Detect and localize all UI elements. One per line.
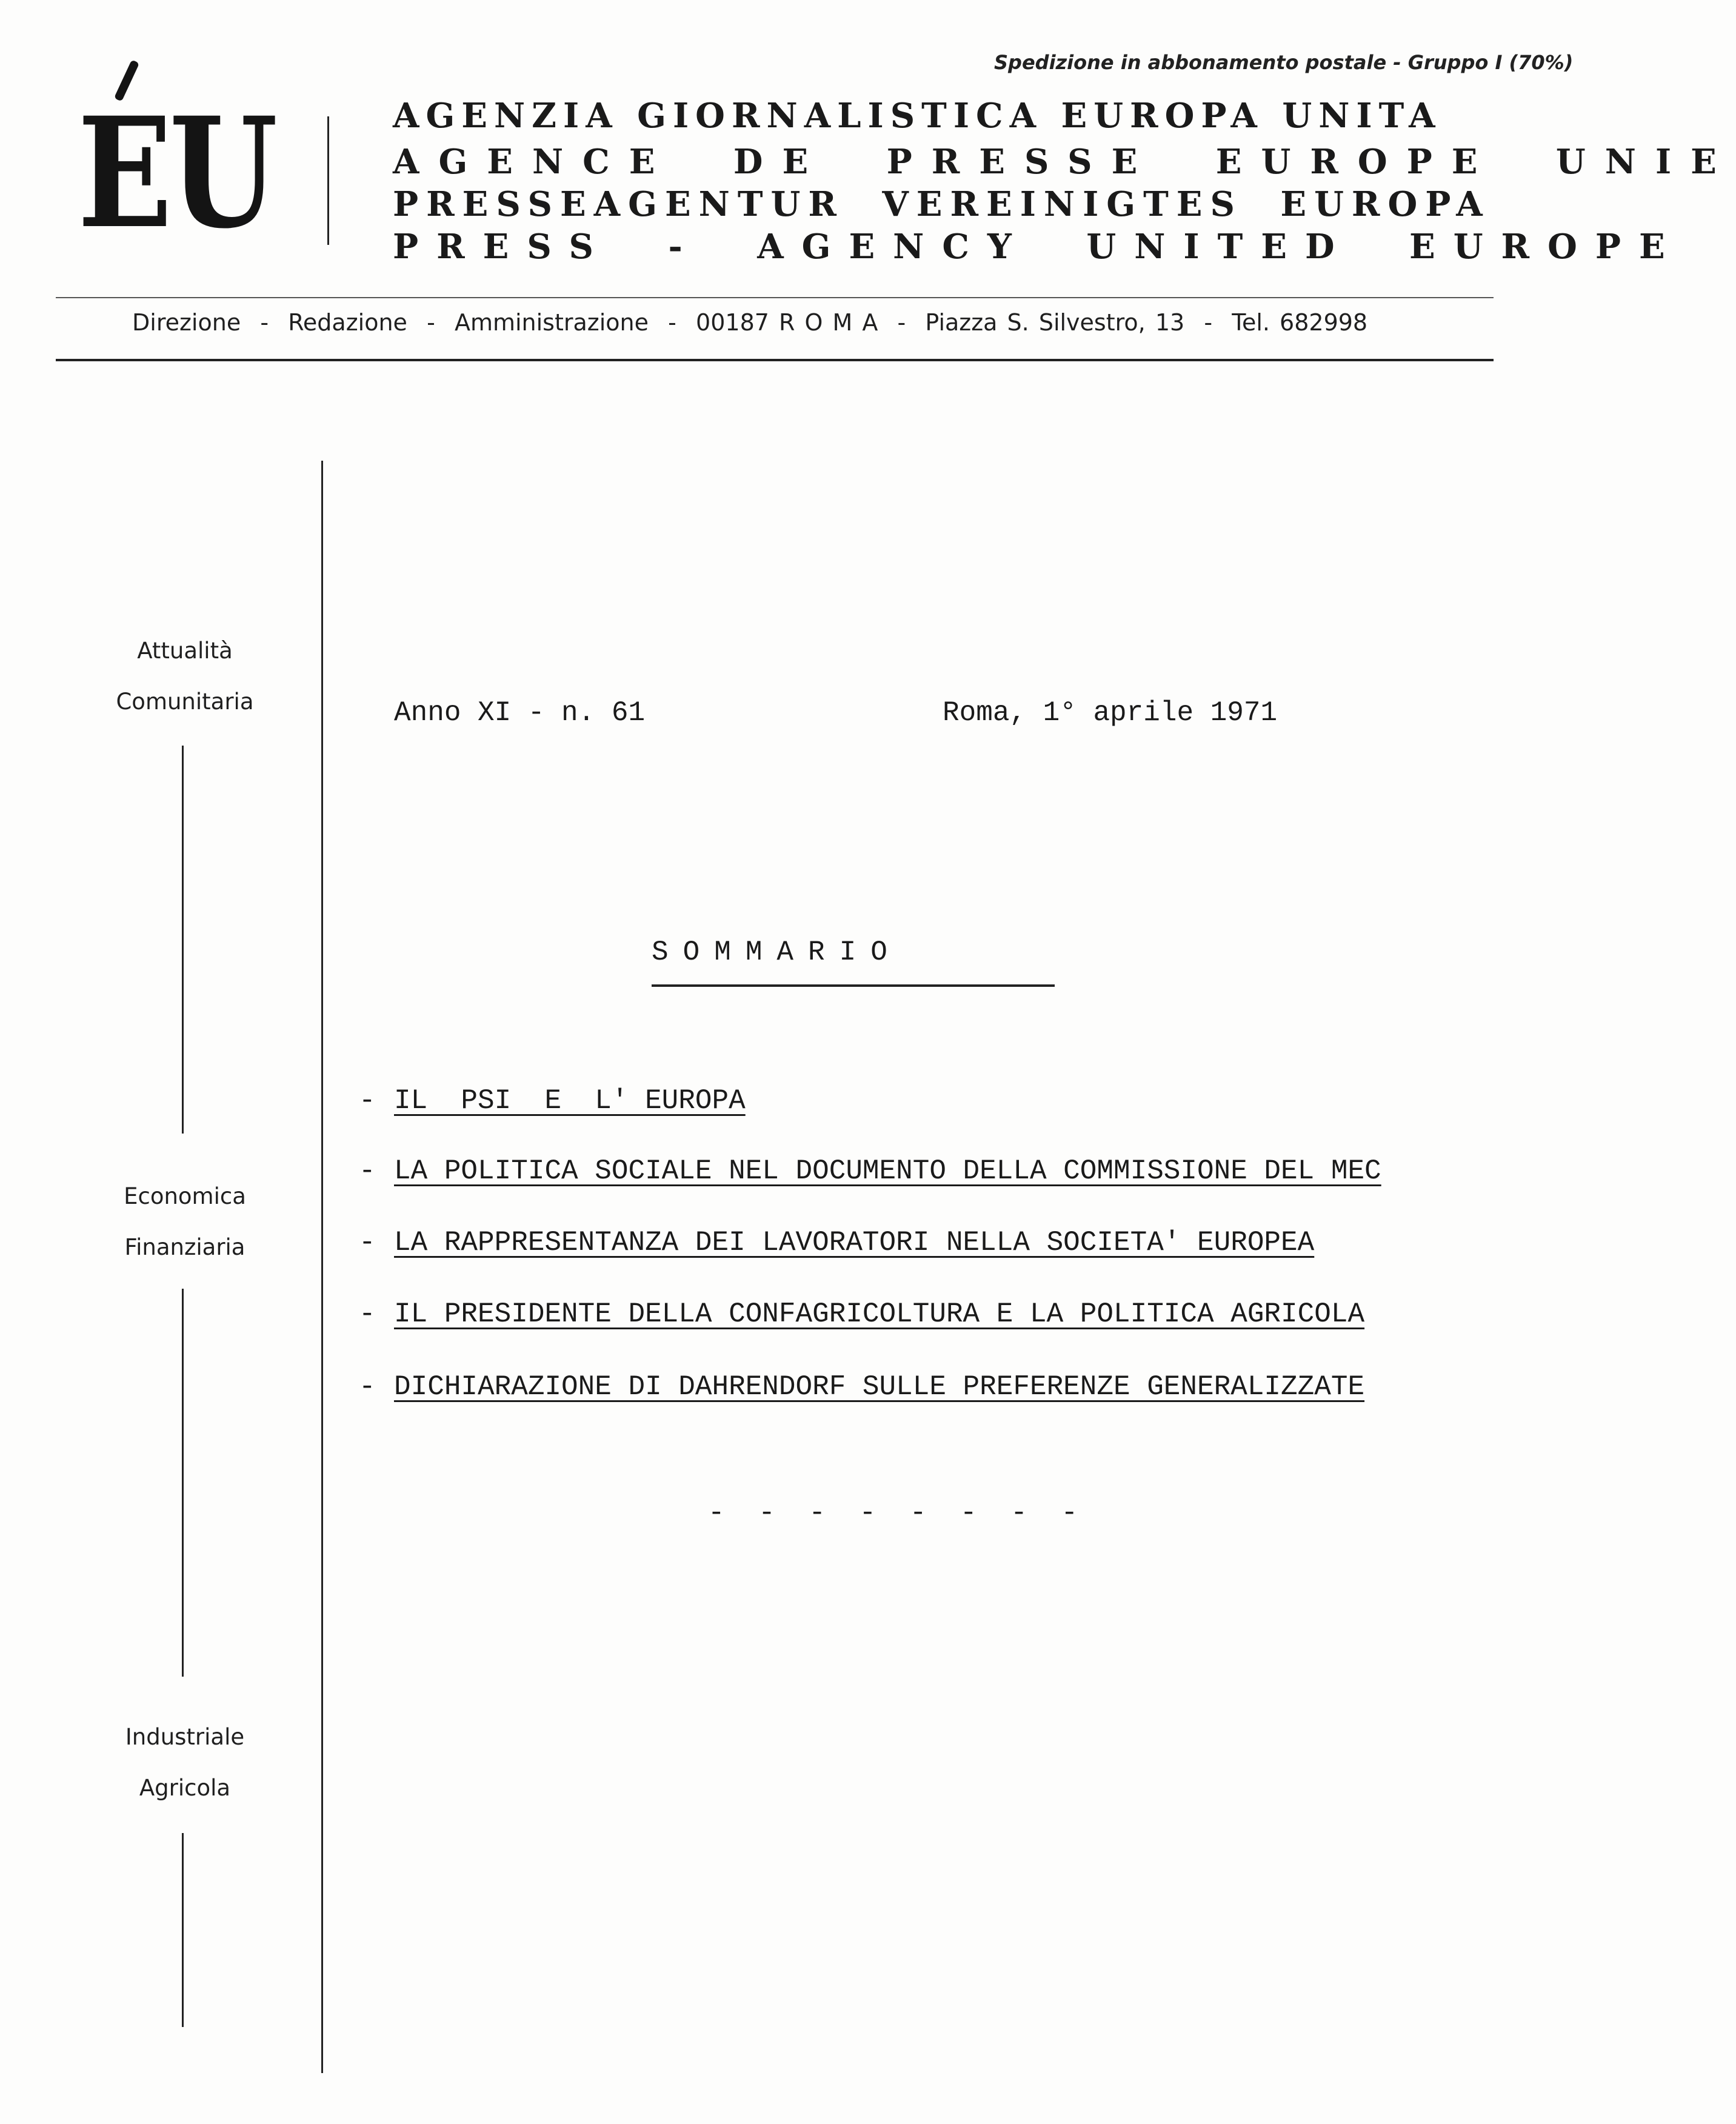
summary-item-text: LA RAPPRESENTANZA DEI LAVORATORI NELLA SOCIETA' EUROPEA	[394, 1227, 1315, 1258]
section-label-attualita	[85, 626, 285, 727]
section-label-economica	[85, 1171, 285, 1273]
issue-number: Anno XI - n. 61	[394, 697, 646, 729]
address-rule	[56, 359, 1494, 361]
summary-item: - LA POLITICA SOCIALE NEL DOCUMENTO DELLA COMMISSIONE DEL MEC	[359, 1155, 1381, 1187]
header-rule	[56, 297, 1494, 298]
section-label-line: Agricola	[139, 1775, 231, 1801]
summary-item-text: IL PSI E L' EUROPA	[394, 1085, 746, 1117]
section-rule	[182, 1289, 184, 1677]
logo-text: EU	[78, 84, 275, 262]
eu-logo	[73, 55, 275, 262]
agency-name-fr: AGENCE DE PRESSE EUROPE UNIE	[393, 142, 1736, 182]
address-line: Direzione - Redazione - Amministrazione - 00187 R O M A - Piazza S. Silvestro, 13 - Tel. 682998	[132, 309, 1368, 336]
section-rule	[182, 746, 184, 1134]
issue-date: Roma, 1° aprile 1971	[943, 697, 1278, 729]
agency-name-it: AGENZIA GIORNALISTICA EUROPA UNITA	[393, 96, 1442, 136]
section-label-line: Attualità	[137, 638, 233, 664]
section-label-line: Industriale	[125, 1724, 245, 1750]
summary-item: - DICHIARAZIONE DI DAHRENDORF SULLE PREFERENZE GENERALIZZATE	[359, 1371, 1365, 1403]
summary-item-text: DICHIARAZIONE DI DAHRENDORF SULLE PREFERENZE GENERALIZZATE	[394, 1371, 1365, 1403]
section-rule	[182, 1833, 184, 2027]
section-label-line: Finanziaria	[124, 1234, 245, 1260]
column-divider	[321, 461, 323, 2073]
closing-dashes: - - - - - - - -	[708, 1497, 1087, 1529]
section-label-industriale	[85, 1712, 285, 1814]
header-divider	[327, 116, 329, 245]
summary-item: - IL PSI E L' EUROPA	[359, 1085, 746, 1117]
summary-item: - LA RAPPRESENTANZA DEI LAVORATORI NELLA SOCIETA' EUROPEA	[359, 1227, 1315, 1258]
section-label-line: Economica	[124, 1183, 246, 1209]
agency-name-en: PRESS - AGENCY UNITED EUROPE	[393, 227, 1683, 267]
postal-note: Spedizione in abbonamento postale - Gruppo I (70%)	[994, 51, 1574, 74]
agency-name-de: PRESSEAGENTUR VEREINIGTES EUROPA	[393, 184, 1491, 224]
summary-title-underline	[652, 984, 1055, 987]
summary-item-text: IL PRESIDENTE DELLA CONFAGRICOLTURA E LA POLITICA AGRICOLA	[394, 1298, 1365, 1330]
summary-item-text: LA POLITICA SOCIALE NEL DOCUMENTO DELLA COMMISSIONE DEL MEC	[394, 1155, 1381, 1187]
summary-item: - IL PRESIDENTE DELLA CONFAGRICOLTURA E LA POLITICA AGRICOLA	[359, 1298, 1365, 1330]
section-label-line: Comunitaria	[116, 689, 254, 715]
summary-title: SOMMARIO	[652, 937, 902, 968]
